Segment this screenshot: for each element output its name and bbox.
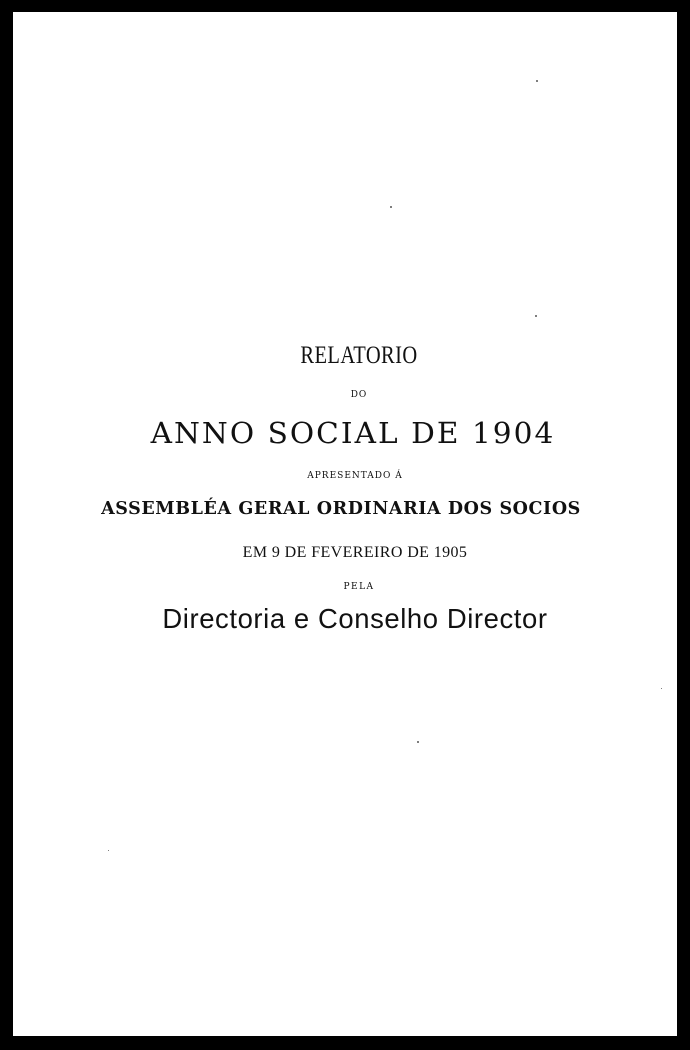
assembly-line: ASSEMBLÉA GERAL ORDINARIA DOS SOCIOS [101, 499, 581, 519]
paper-speck [417, 741, 419, 743]
presented-to-line: APRESENTADO Á [307, 471, 403, 481]
paper-speck [108, 850, 109, 851]
paper-speck [661, 688, 662, 689]
report-title: RELATORIO [300, 342, 418, 369]
paper-speck [535, 315, 537, 317]
paper-speck [536, 80, 538, 82]
report-subject: ANNO SOCIAL DE 1904 [150, 416, 556, 450]
paper-speck [390, 206, 392, 208]
date-line: EM 9 DE FEVEREIRO DE 1905 [242, 544, 468, 561]
connector-pela: PELA [343, 582, 375, 592]
connector-do: DO [350, 390, 368, 400]
authors-line: Directoria e Conselho Director [162, 603, 548, 634]
document-page [13, 12, 677, 1036]
